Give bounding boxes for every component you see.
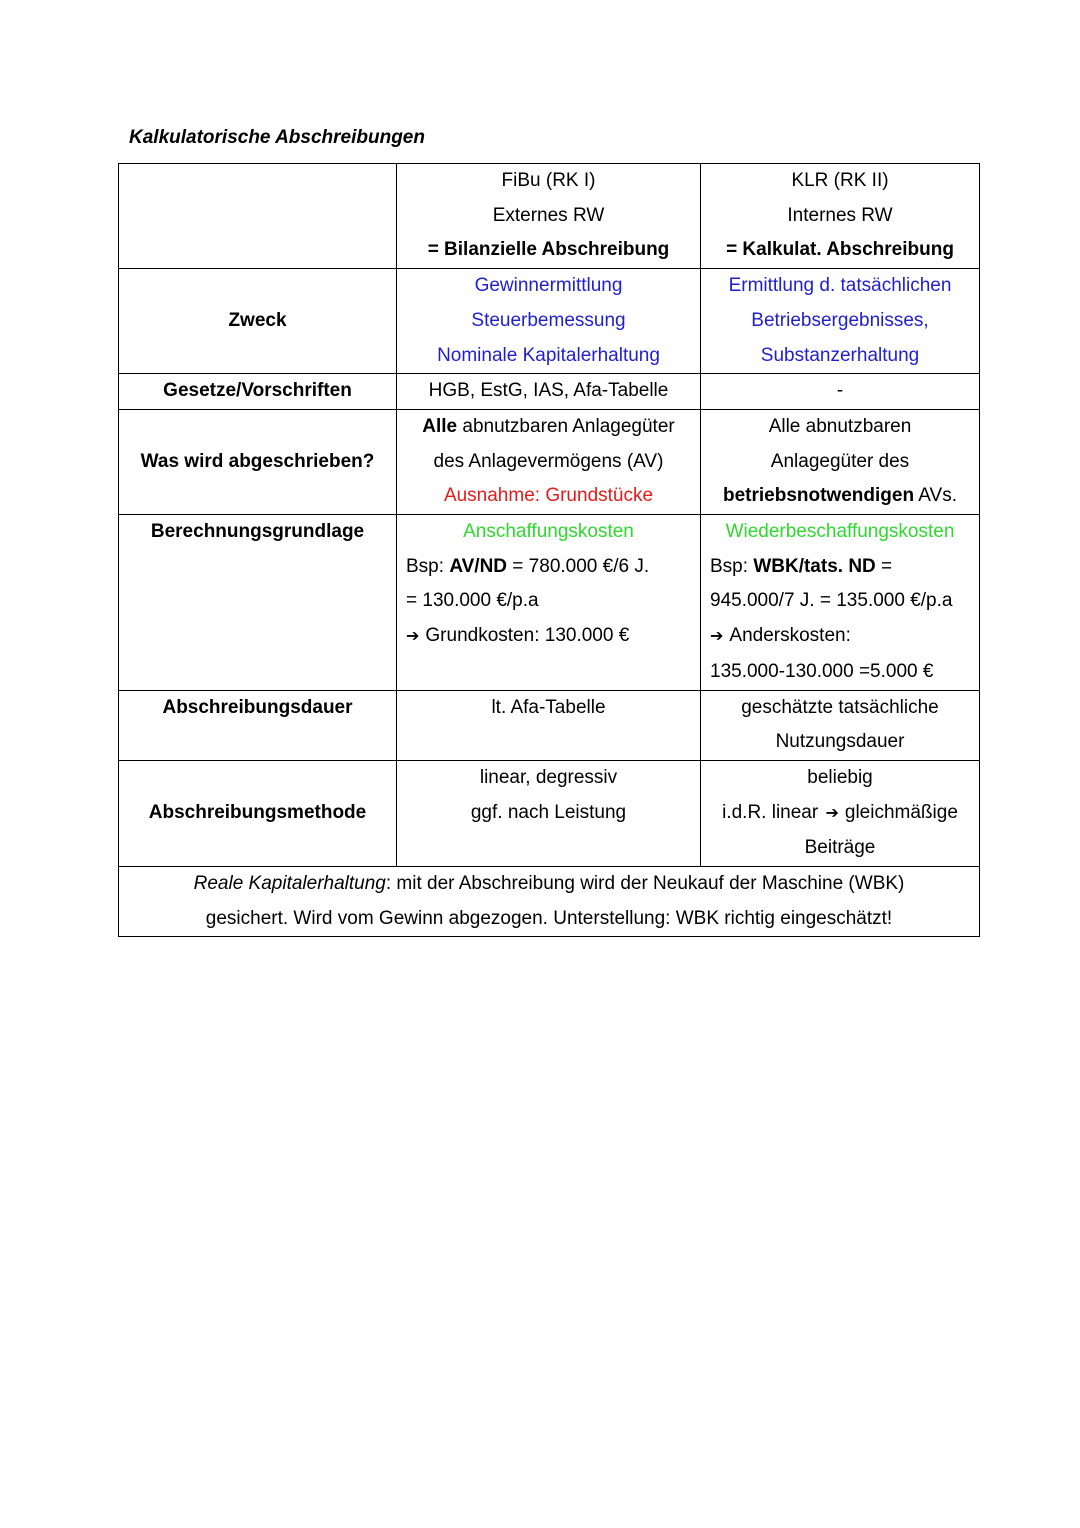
row-note [119,867,980,937]
note-cell [119,867,980,937]
methode-klr-line-2 [701,796,979,832]
note-line-1-rest: : mit der Abschreibung wird der Neukauf der Maschine (WBK) [385,873,905,895]
was-fibu-bold: Alle [422,415,458,437]
berechnung-fibu-head: Anschaffungskosten [463,521,634,543]
berechnung-fibu-bsp: Bsp: [406,555,450,577]
was-klr-line-1: Alle abnutzbaren [768,415,912,437]
zweck-klr-line-3: Substanzerhaltung [760,344,920,366]
header-empty-cell [119,164,397,269]
dauer-klr-line-2: Nutzungsdauer [775,731,905,753]
row-label-methode: Abschreibungsmethode [119,760,397,866]
berechnung-klr [701,515,980,691]
methode-klr-line-3: Beiträge [804,837,876,859]
was-klr-line-3-rest: AVs. [914,485,958,507]
was-fibu-ausnahme: Ausnahme: Grundstücke [443,485,654,507]
zweck-klr-line-1: Ermittlung d. tatsächlichen [728,275,952,297]
berechnung-fibu-line-1 [406,550,700,585]
berechnung-fibu-formula: AV/ND [449,555,508,577]
zweck-fibu-line-3: Nominale Kapitalerhaltung [437,344,660,366]
row-methode [119,760,980,866]
row-berechnung [119,515,980,691]
row-dauer [119,690,980,760]
header-klr-line-2: Internes RW [787,204,893,226]
berechnung-klr-formula: WBK/tats. ND [753,555,876,577]
page-title: Kalkulatorische Abschreibungen [129,127,425,148]
was-klr [701,409,980,514]
header-klr [701,164,980,269]
zweck-fibu-line-2: Steuerbemessung [471,309,626,331]
header-fibu-line-1: FiBu (RK I) [501,170,596,191]
was-fibu-line-1 [397,410,700,445]
berechnung-klr-line-1 [710,550,979,585]
berechnung-fibu-line-3 [406,619,700,655]
header-fibu [397,164,701,269]
methode-klr-linear: i.d.R. linear [722,801,819,823]
methode-klr-gleichmaessige: gleichmäßige [844,801,958,823]
dauer-fibu: lt. Afa-Tabelle [397,690,701,760]
row-label-was: Was wird abgeschrieben? [119,409,397,514]
table-header-row [119,164,980,269]
berechnung-klr-line-2: 945.000/7 J. = 135.000 €/p.a [710,590,953,612]
gesetze-fibu: HGB, EstG, IAS, Afa-Tabelle [397,374,701,410]
methode-fibu-line-1: linear, degressiv [479,766,618,788]
was-klr-line-2: Anlagegüter des [770,450,910,472]
header-fibu-line-2: Externes RW [492,204,605,226]
was-klr-line-3 [701,479,979,514]
methode-klr-line-1: beliebig [807,766,873,788]
row-was [119,409,980,514]
berechnung-fibu-line-1-rest: = 780.000 €/6 J. [507,555,650,577]
right-arrow-icon: ➔ [825,804,839,822]
comparison-table [118,163,980,937]
dauer-klr [701,690,980,760]
row-label-dauer: Abschreibungsdauer [119,690,397,760]
methode-klr [701,760,980,866]
berechnung-klr-head: Wiederbeschaffungskosten [725,521,955,543]
right-arrow-icon: ➔ [406,628,420,646]
zweck-fibu [397,269,701,374]
was-fibu-line-1-rest: abnutzbaren Anlagegüter [457,415,675,437]
row-label-berechnung: Berechnungsgrundlage [119,515,397,691]
methode-fibu-line-2: ggf. nach Leistung [470,801,627,823]
dauer-klr-line-1: geschätzte tatsächliche [741,696,939,718]
right-arrow-icon: ➔ [710,628,724,646]
methode-fibu [397,760,701,866]
gesetze-klr: - [701,374,980,410]
header-klr-line-3: = Kalkulat. Abschreibung [726,239,954,261]
note-italic: Reale Kapitalerhaltung [193,873,386,895]
was-fibu-line-2: des Anlagevermögens (AV) [433,450,664,472]
berechnung-klr-line-3 [710,619,979,655]
zweck-klr-line-2: Betriebsergebnisses, [751,309,929,331]
row-gesetze [119,374,980,410]
row-zweck [119,269,980,374]
berechnung-fibu-grundkosten: Grundkosten: 130.000 € [425,625,630,647]
note-line-1 [119,867,979,902]
was-klr-bold: betriebsnotwendigen [722,485,915,507]
row-label-gesetze: Gesetze/Vorschriften [119,374,397,410]
berechnung-klr-anderskosten: Anderskosten: [729,625,851,647]
zweck-fibu-line-1: Gewinnermittlung [474,275,623,297]
berechnung-fibu [397,515,701,691]
zweck-klr [701,269,980,374]
note-line-2: gesichert. Wird vom Gewinn abgezogen. Unterstellung: WBK richtig eingeschätzt! [205,907,893,929]
header-klr-line-1: KLR (RK II) [791,170,889,191]
berechnung-klr-bsp: Bsp: [710,555,754,577]
berechnung-klr-line-1-rest: = [875,555,893,577]
was-fibu [397,409,701,514]
berechnung-fibu-line-2: = 130.000 €/p.a [406,590,539,612]
row-label-zweck: Zweck [119,269,397,374]
berechnung-klr-line-4: 135.000-130.000 =5.000 € [710,660,934,682]
header-fibu-line-3: = Bilanzielle Abschreibung [427,239,670,261]
